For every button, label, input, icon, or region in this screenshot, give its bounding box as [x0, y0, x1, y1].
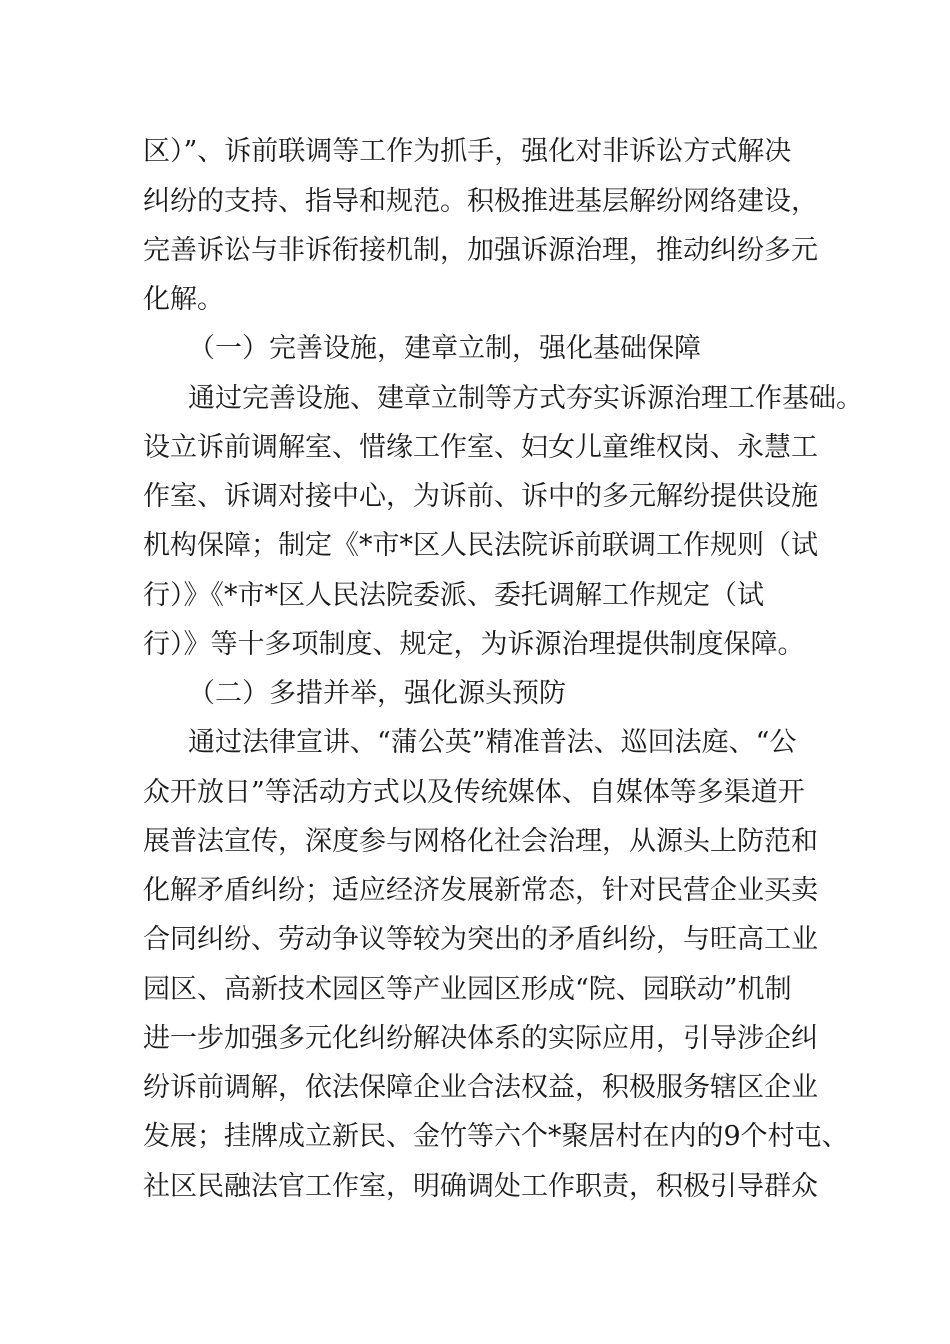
body-text-line	[0, 1019, 950, 1059]
section-heading	[0, 329, 950, 369]
body-text-line	[0, 280, 950, 320]
text-run: 作室、诉调对接中心，为诉前、诉中的多元解纷提供设施	[143, 481, 818, 512]
text-run: 完善诉讼与非诉衔接机制，加强诉源治理，推动纠纷多元	[143, 235, 818, 266]
body-text-line	[0, 871, 950, 911]
text-run: 化解矛盾纠纷；适应经济发展新常态，针对民营企业买卖	[143, 875, 818, 906]
text-run: 展普法宣传，深度参与网格化社会治理，从源头上防范和	[143, 826, 818, 857]
text-run: 发展；挂牌成立新民、金竹等六个*聚居村在内的9个村屯、	[143, 1121, 849, 1152]
text-run: 通过法律宣讲、“蒲公英”精准普法、巡回法庭、“公	[188, 727, 797, 758]
body-text-line	[0, 182, 950, 222]
text-run: 化解。	[143, 284, 224, 315]
section-heading-text: （二）多措并举，强化源头预防	[188, 678, 566, 709]
section-heading-text: （一）完善设施，建章立制，强化基础保障	[188, 333, 701, 364]
text-run: 机构保障；制定《*市*区人民法院诉前联调工作规则（试	[143, 530, 818, 561]
body-text-line	[0, 576, 950, 616]
body-text-line	[0, 526, 950, 566]
body-text-line	[0, 773, 950, 813]
body-text-line	[0, 1167, 950, 1207]
text-run: 园区、高新技术园区等产业园区形成“院、园联动”机制	[143, 974, 792, 1005]
text-run: 社区民融法官工作室，明确调处工作职责，积极引导群众	[143, 1171, 818, 1202]
body-text-line	[0, 132, 950, 172]
text-run: 纠纷的支持、指导和规范。积极推进基层解纷网络建设，	[143, 186, 818, 217]
text-run: 区）”、诉前联调等工作为抓手，强化对非诉讼方式解决	[143, 136, 792, 167]
text-run: 合同纠纷、劳动争议等较为突出的矛盾纠纷，与旺高工业	[143, 924, 818, 955]
body-text-line	[0, 231, 950, 271]
body-text-line	[0, 1068, 950, 1108]
body-text-line	[0, 625, 950, 665]
section-heading	[0, 674, 950, 714]
body-text-line	[0, 970, 950, 1010]
text-run: 通过完善设施、建章立制等方式夯实诉源治理工作基础。	[188, 383, 863, 414]
body-text-line	[0, 920, 950, 960]
text-run: 行）》《*市*区人民法院委派、委托调解工作规定（试	[143, 580, 764, 611]
text-run: 进一步加强多元化纠纷解决体系的实际应用，引导涉企纠	[143, 1023, 818, 1054]
paragraph-first-line	[0, 379, 950, 419]
body-text-line	[0, 822, 950, 862]
paragraph-first-line	[0, 723, 950, 763]
text-run: 众开放日”等活动方式以及传统媒体、自媒体等多渠道开	[143, 777, 805, 808]
body-text-line	[0, 1117, 950, 1157]
text-run: 行）》等十多项制度、规定，为诉源治理提供制度保障。	[143, 629, 805, 660]
body-text-line	[0, 428, 950, 468]
text-run: 纷诉前调解，依法保障企业合法权益，积极服务辖区企业	[143, 1072, 818, 1103]
body-text-line	[0, 477, 950, 517]
text-run: 设立诉前调解室、惜缘工作室、妇女儿童维权岗、永慧工	[143, 432, 818, 463]
